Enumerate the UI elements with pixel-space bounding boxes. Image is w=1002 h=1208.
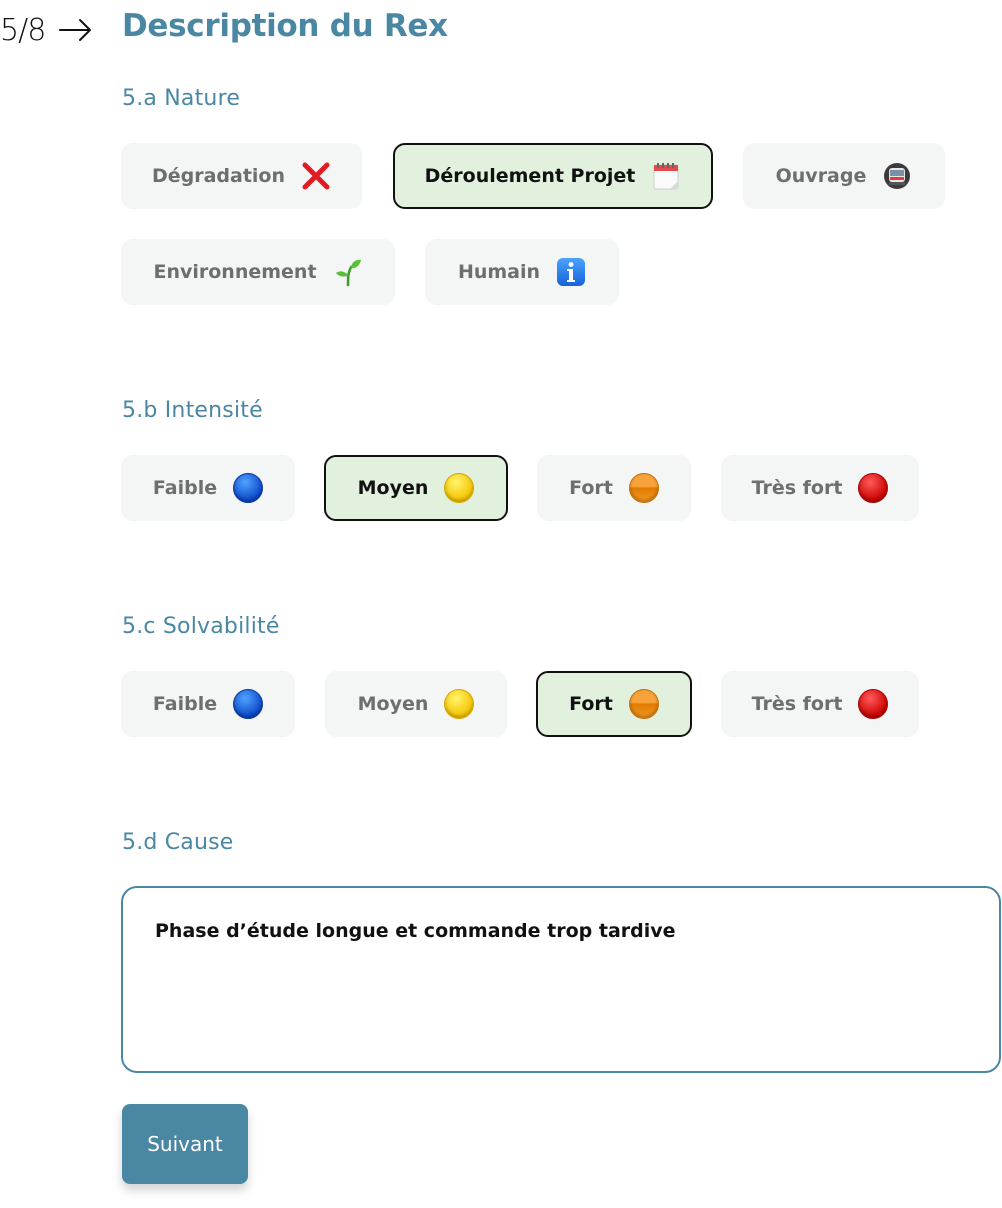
chip-label: Fort [569,693,613,715]
chip-intensite-fort[interactable] [537,455,691,521]
chip-solvabilite-faible[interactable] [121,671,295,737]
section-title-intensite: 5.b Intensité [122,398,263,423]
cause-textarea[interactable] [121,886,1001,1073]
chip-label: Déroulement Projet [424,165,636,187]
chip-label: Environnement [153,261,317,283]
cause-text: Phase d’étude longue et commande trop tardive [155,920,676,942]
chip-label: Humain [457,261,541,283]
chip-nature-environnement[interactable] [121,239,395,305]
chip-label: Fort [569,477,613,499]
chip-label: Ouvrage [775,165,867,187]
step-counter [0,10,93,50]
chip-label: Moyen [357,477,429,499]
metro-icon [882,161,912,191]
chip-solvabilite-moyen[interactable] [325,671,507,737]
yellow-circle-icon [444,473,474,503]
blue-circle-icon [233,689,263,719]
arrow-right-icon [59,18,93,42]
chip-label: Faible [152,693,218,715]
chip-nature-degradation[interactable] [121,143,362,209]
chip-nature-ouvrage[interactable] [743,143,945,209]
chip-solvabilite-tres-fort[interactable] [721,671,919,737]
section-title-cause: 5.d Cause [122,830,234,855]
chip-label: Faible [152,477,218,499]
information-icon [556,257,586,287]
blue-circle-icon [233,473,263,503]
chip-label: Très fort [751,477,843,499]
chip-nature-deroulement-projet[interactable] [393,143,713,209]
page-title: Description du Rex [122,8,448,44]
chip-label: Très fort [751,693,843,715]
orange-circle-icon [629,473,659,503]
chip-intensite-tres-fort[interactable] [721,455,919,521]
yellow-circle-icon [444,689,474,719]
seedling-icon [333,257,363,287]
step-number: 5/8 [0,12,46,48]
cross-mark-icon [301,161,331,191]
chip-label: Moyen [357,693,429,715]
calendar-icon [651,161,681,191]
chip-solvabilite-fort[interactable] [536,671,692,737]
red-circle-icon [858,473,888,503]
section-title-nature: 5.a Nature [122,86,241,111]
section-title-solvabilite: 5.c Solvabilité [122,614,280,639]
orange-circle-icon [629,689,659,719]
red-circle-icon [858,689,888,719]
chip-intensite-moyen[interactable] [324,455,508,521]
chip-label: Dégradation [151,165,286,187]
next-button[interactable]: Suivant [122,1104,248,1184]
chip-intensite-faible[interactable] [121,455,295,521]
chip-nature-humain[interactable] [425,239,619,305]
